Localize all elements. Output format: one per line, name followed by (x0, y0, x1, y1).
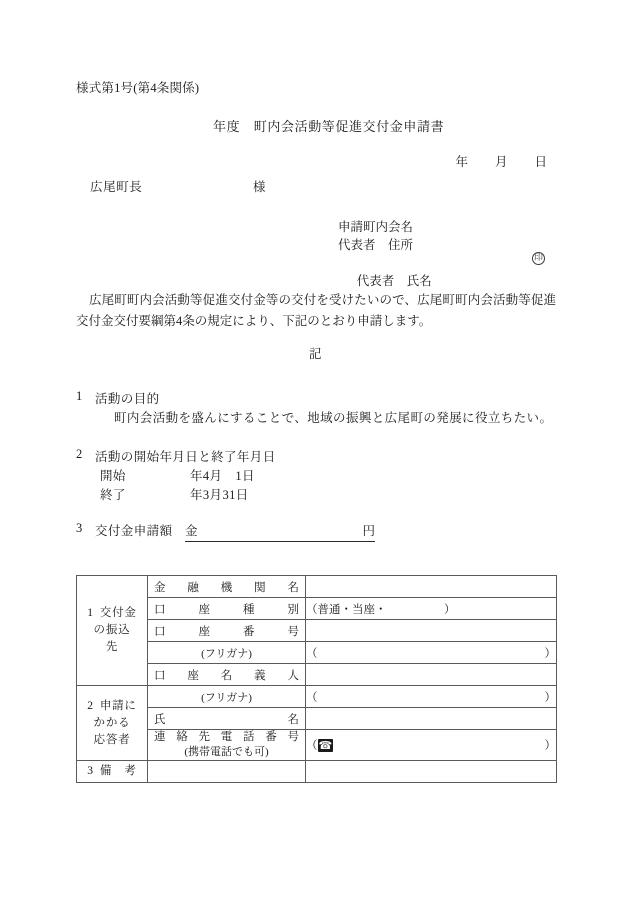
input-bank-name[interactable] (306, 576, 557, 598)
item-1-body: 町内会活動を盛んにすることで、地域の振興と広尾町の発展に役立ちたい。 (114, 411, 553, 425)
remarks-spacer-cell (148, 761, 306, 783)
item-2-label: 活動の開始年月日と終了年月日 (95, 450, 276, 464)
label-char: 番 (243, 625, 255, 638)
item-2-start-label: 開始 (100, 469, 126, 483)
addressee-honorific: 様 (253, 180, 266, 194)
table-row (77, 686, 557, 708)
paren-open: （ (306, 740, 318, 752)
input-contact-phone[interactable] (306, 730, 557, 761)
group-1-label (77, 576, 148, 686)
date-line (443, 143, 547, 181)
label-char: 人 (287, 669, 299, 682)
label-char: 義 (254, 669, 266, 682)
bank-and-contact-table (76, 575, 557, 783)
table-row (77, 642, 557, 664)
paren-open: （ (306, 647, 318, 660)
amount-suffix: 円 (362, 524, 375, 538)
table-row (77, 620, 557, 642)
label-char: 絡 (176, 731, 188, 743)
paren-open: （ (306, 691, 318, 704)
group-2-line-2: かかる (93, 716, 131, 729)
item-1-number: 1 (76, 389, 83, 403)
group-2-line-3: 応答者 (93, 733, 131, 746)
field-label-account-holder-kana: (フリガナ) (148, 642, 306, 664)
label-char: 号 (287, 731, 299, 743)
group-1-line-3: 先 (105, 641, 119, 653)
label-char: 機 (220, 581, 233, 594)
label-char: 座 (187, 669, 199, 682)
label-char: 番 (265, 731, 277, 743)
item-3-label: 交付金申請額 (95, 524, 173, 538)
input-account-number[interactable] (306, 620, 557, 642)
seal-icon: 印 (533, 253, 543, 263)
label-char: 名 (220, 669, 233, 682)
label-char: 融 (187, 581, 199, 594)
label-char: 座 (198, 625, 210, 638)
label-char: 連 (154, 731, 166, 743)
label-char: 号 (287, 625, 299, 638)
field-label-contact-phone (148, 730, 306, 761)
grant-amount-field[interactable] (185, 521, 375, 542)
date-month-label: 月 (495, 154, 508, 169)
input-account-holder-kana[interactable] (306, 642, 557, 664)
body-paragraph: 広尾町町内会活動等促進交付金等の交付を受けたいので、広尾町町内会活動等促進交付金交付要綱第4条の規定により、下記のとおり申請します。 (76, 293, 556, 328)
item-2-end-value: 年3月31日 (190, 488, 249, 502)
label-char: 話 (243, 731, 255, 743)
item-3-number: 3 (76, 521, 83, 535)
label-char: 名 (287, 581, 299, 594)
group-3-number: 3 (87, 765, 94, 777)
label-char: 口 (154, 603, 166, 616)
label-char: 口 (154, 625, 166, 638)
group-3-label (77, 761, 148, 783)
applicant-rep-address-label: 代表者 住所 (338, 238, 414, 252)
addressee: 広尾町長 (90, 180, 143, 194)
item-1-label: 活動の目的 (95, 392, 160, 406)
label-char: 金 (154, 581, 166, 594)
field-label-account-number (148, 620, 306, 642)
table-row (77, 730, 557, 761)
label-char: 別 (287, 603, 299, 616)
amount-prefix: 金 (185, 524, 198, 538)
label-char: 種 (243, 603, 255, 616)
label-char: 氏 (154, 713, 166, 726)
form-number: 様式第1号(第4条関係) (76, 81, 200, 95)
paren-close: ） (544, 740, 556, 752)
field-label-responder-name (148, 708, 306, 730)
label-char: 関 (254, 581, 266, 594)
field-label-responder-kana: (フリガナ) (148, 686, 306, 708)
field-label-bank-name (148, 576, 306, 598)
phone-paren-open-group (306, 737, 333, 753)
input-account-type[interactable]: （普通・当座・ ） (306, 598, 557, 620)
group-1-line-2: の振込 (93, 624, 131, 636)
field-label-account-holder (148, 664, 306, 686)
paren-close: ） (544, 647, 556, 660)
table-row (77, 576, 557, 598)
table-row (77, 664, 557, 686)
page-title: 年度 町内会活動等促進交付金申請書 (213, 119, 445, 134)
group-2-line-1: 申請に (99, 699, 137, 712)
applicant-org-name-label: 申請町内会名 (338, 220, 414, 234)
table-row (77, 761, 557, 783)
label-char: 口 (154, 669, 166, 682)
input-responder-kana[interactable] (306, 686, 557, 708)
label-char: 電 (220, 731, 233, 743)
applicant-rep-name-label: 代表者 氏名 (356, 274, 432, 288)
date-year-label: 年 (455, 154, 469, 169)
kiroku-marker: 記 (309, 347, 322, 361)
label-char: 座 (198, 603, 210, 616)
group-2-label (77, 686, 148, 761)
group-1-number: 1 (87, 607, 94, 619)
telephone-icon: ☎ (318, 739, 333, 752)
item-2-number: 2 (76, 447, 83, 461)
date-day-label: 日 (534, 154, 548, 169)
item-2-end-label: 終了 (100, 488, 126, 502)
group-3-line-1: 備 考 (99, 765, 137, 777)
input-remarks[interactable] (306, 761, 557, 783)
item-2-start-value: 年4月 1日 (190, 469, 255, 483)
field-label-account-type (148, 598, 306, 620)
group-1-line-1: 交付金 (99, 607, 137, 619)
label-char: 名 (287, 713, 299, 726)
input-responder-name[interactable] (306, 708, 557, 730)
group-2-number: 2 (87, 699, 94, 712)
label-char: 先 (198, 731, 210, 743)
paren-close: ） (544, 691, 556, 704)
input-account-holder[interactable] (306, 664, 557, 686)
table-row (77, 598, 557, 620)
field-sublabel-mobile-ok: (携帯電話でも可) (184, 746, 269, 758)
table-row (77, 708, 557, 730)
